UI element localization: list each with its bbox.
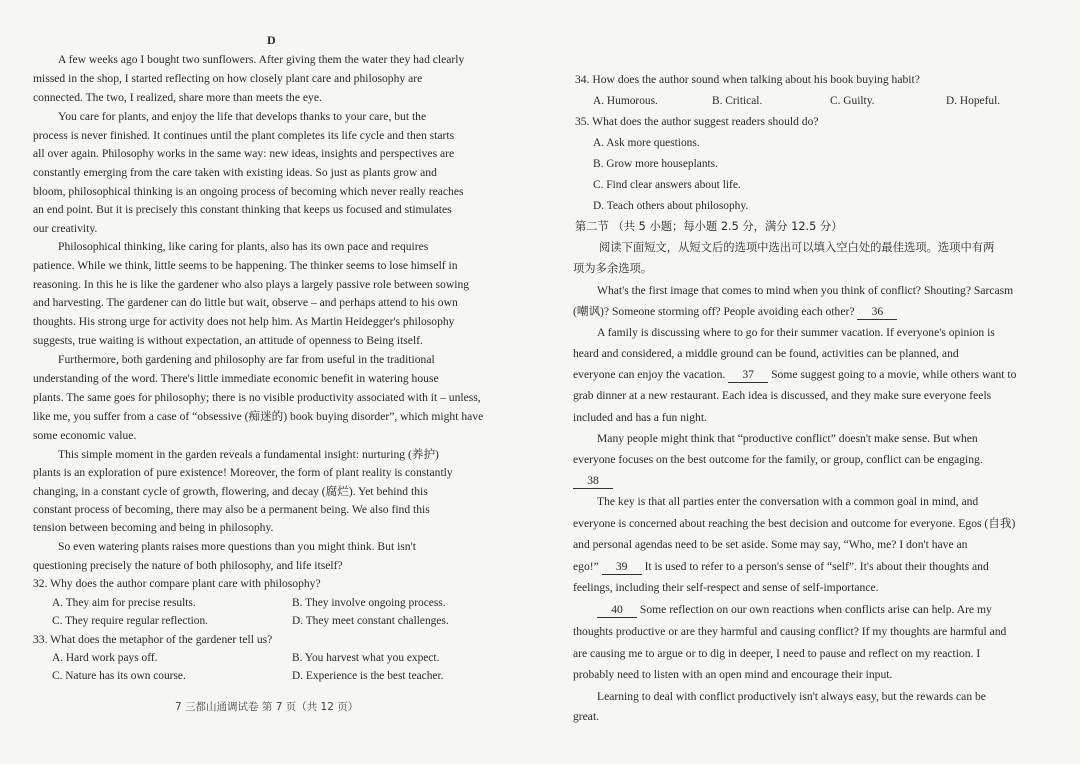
q34-option-b[interactable]: B. Critical. xyxy=(712,95,763,107)
section2-instructions: 阅读下面短文，从短文后的选项中选出可以填入空白处的最佳选项。选项中有两 xyxy=(599,241,995,254)
q33-option-b[interactable]: B. You harvest what you expect. xyxy=(292,652,440,664)
passage-line: patience. While we think, little seems to be happening. The thinker seems to lose himself in xyxy=(33,259,458,272)
passage-line: heard and considered, a middle ground can be found, activities can be planned, and xyxy=(573,347,959,360)
q34-option-d[interactable]: D. Hopeful. xyxy=(946,95,1001,107)
passage-line: our creativity. xyxy=(33,222,98,235)
q35-option-b[interactable]: B. Grow more houseplants. xyxy=(593,158,718,170)
passage-line: plants is an exploration of pure existence! Moreover, the form of plant reality is constantly xyxy=(33,466,453,479)
passage-line: feelings, including their self-respect and sense of self-importance. xyxy=(573,581,879,594)
q33-option-d[interactable]: D. Experience is the best teacher. xyxy=(292,670,444,682)
passage-line: A family is discussing where to go for their summer vacation. If everyone's opinion is xyxy=(597,326,995,339)
q32-option-c[interactable]: C. They require regular reflection. xyxy=(52,615,209,627)
passage-line: Philosophical thinking, like caring for plants, also has its own pace and requires xyxy=(58,240,429,253)
passage-line xyxy=(573,474,613,489)
q32-option-d[interactable]: D. They meet constant challenges. xyxy=(292,615,449,627)
passage-line: The key is that all parties enter the conversation with a common goal in mind, and xyxy=(597,495,979,508)
blank-37[interactable]: 37 xyxy=(728,368,768,383)
passage-text: Some reflection on our own reactions when conflicts arise can help. Are my xyxy=(639,603,992,616)
right-page xyxy=(540,0,1080,764)
passage-line: understanding of the word. There's little immediate economic benefit in watering house xyxy=(33,372,439,385)
q35-option-a[interactable]: A. Ask more questions. xyxy=(593,137,700,149)
passage-line: all over again. Philosophy works in the same way: new ideas, insights and perspectives are xyxy=(33,147,455,160)
passage-line: You care for plants, and enjoy the life that develops thanks to your care, but the xyxy=(58,110,427,123)
blank-40[interactable]: 40 xyxy=(597,603,637,618)
passage-text: It is used to refer to a person's sense of “self”. It's about their thoughts and xyxy=(644,560,989,573)
passage-line: Learning to deal with conflict productively isn't always easy, but the rewards can be xyxy=(597,690,986,703)
blank-36[interactable]: 36 xyxy=(857,305,897,320)
passage-line: tension between becoming and being in philosophy. xyxy=(33,521,274,534)
passage-line: questioning precisely the nature of both philosophy, and life itself? xyxy=(33,559,343,572)
passage-line: A few weeks ago I bought two sunflowers. After giving them the water they had clearly xyxy=(58,53,465,66)
passage-line: What's the first image that comes to mind when you think of conflict? Shouting? Sarcasm xyxy=(597,284,1014,297)
passage-line xyxy=(573,305,897,320)
q34-option-a[interactable]: A. Humorous. xyxy=(593,95,658,107)
q35-option-c[interactable]: C. Find clear answers about life. xyxy=(593,179,741,191)
passage-line: and personal agendas need to be set aside. Some may say, “Who, me? I don't have an xyxy=(573,538,968,551)
passage-line: This simple moment in the garden reveals a fundamental insight: nurturing (养护) xyxy=(58,448,439,461)
passage-line: bloom, philosophical thinking is an ongoing process of becoming which never really reaches xyxy=(33,185,464,198)
q34-option-c[interactable]: C. Guilty. xyxy=(830,95,875,107)
passage-line: constant process of becoming, there may also be a permanent being. We also find this xyxy=(33,503,430,516)
passage-line: everyone is concerned about reaching the best decision and outcome for everyone. Egos (自我) xyxy=(573,517,1016,530)
section-label: D xyxy=(267,33,276,47)
q32-option-b[interactable]: B. They involve ongoing process. xyxy=(292,597,446,609)
passage-line: everyone focuses on the best outcome for the family, or group, conflict can be engaging. xyxy=(573,453,983,466)
passage-text: ego!” xyxy=(573,560,599,573)
passage-line: constantly emerging from the care taken with existing ideas. So just as plants grow and xyxy=(33,166,437,179)
passage-line: an end point. But it is precisely this constant thinking that keeps us focused and stimulates xyxy=(33,203,452,216)
passage-line: are causing me to argue or to dig in deeper, I need to pause and reflect on my reaction. I xyxy=(573,647,981,660)
passage-text: (嘲讽)? Someone storming off? People avoiding each other? xyxy=(573,305,855,318)
passage-line xyxy=(597,603,992,618)
passage-line: included and has a fun night. xyxy=(573,411,707,424)
passage-line: suggests, true waiting is without expectation, an attitude of openness to Being itself. xyxy=(33,334,423,347)
question-34: 34. How does the author sound when talking about his book buying habit? xyxy=(575,73,920,86)
passage-line: and harvesting. The gardener can do little but wait, observe – and perhaps attend to his own xyxy=(33,296,458,309)
passage-line: like me, you suffer from a case of “obsessive (痴迷的) book buying disorder”, which might have xyxy=(33,410,484,423)
passage-line: great. xyxy=(573,710,600,723)
q35-option-d[interactable]: D. Teach others about philosophy. xyxy=(593,200,749,212)
passage-line: changing, in a constant cycle of growth, flowering, and decay (腐烂). Yet behind this xyxy=(33,485,428,498)
passage-line: Furthermore, both gardening and philosophy are far from useful in the traditional xyxy=(58,353,435,366)
section2-heading: 第二节 （共 5 小题；每小题 2.5 分，满分 12.5 分） xyxy=(575,220,843,233)
passage-line: probably need to listen with an open mind and encourage their input. xyxy=(573,668,893,681)
q32-option-a[interactable]: A. They aim for precise results. xyxy=(52,597,196,609)
blank-39[interactable]: 39 xyxy=(602,560,642,575)
q33-option-a[interactable]: A. Hard work pays off. xyxy=(52,652,158,664)
page-footer: 7 三都山通调试卷 第 7 页（共 12 页） xyxy=(175,701,359,713)
passage-line xyxy=(573,560,989,575)
question-35: 35. What does the author suggest readers should do? xyxy=(575,115,819,128)
passage-text: Some suggest going to a movie, while others want to xyxy=(771,368,1017,381)
passage-line: thoughts productive or are they harmful and causing conflict? If my thoughts are harmful and xyxy=(573,625,1007,638)
passage-line: some economic value. xyxy=(33,429,137,442)
passage-line: thoughts. His strong urge for activity does not help him. As Martin Heidegger's philosophy xyxy=(33,315,455,328)
passage-text: everyone can enjoy the vacation. xyxy=(573,368,726,381)
question-33: 33. What does the metaphor of the gardener tell us? xyxy=(33,633,273,646)
passage-line: reasoning. In this he is like the gardener who also plays a largely passive role between sowing xyxy=(33,278,470,291)
q33-option-c[interactable]: C. Nature has its own course. xyxy=(52,670,186,682)
blank-38[interactable]: 38 xyxy=(573,474,613,489)
passage-line: missed in the shop, I started reflecting on how closely plant care and philosophy are xyxy=(33,72,423,85)
question-32: 32. Why does the author compare plant care with philosophy? xyxy=(33,577,321,590)
passage-line: process is never finished. It continues until the plant completes its life cycle and then starts xyxy=(33,129,455,142)
passage-line: Many people might think that “productive conflict” doesn't make sense. But when xyxy=(597,432,978,445)
passage-line: connected. The two, I realized, share more than meets the eye. xyxy=(33,91,322,104)
passage-line: grab dinner at a new restaurant. Each idea is discussed, and they make sure everyone feels xyxy=(573,389,992,402)
passage-line xyxy=(573,368,1016,383)
section2-instructions: 项为多余选项。 xyxy=(573,262,653,275)
passage-line: plants. The same goes for philosophy; there is no visible productivity associated with it – unless, xyxy=(33,391,481,404)
passage-line: So even watering plants raises more questions than you might think. But isn't xyxy=(58,540,416,553)
